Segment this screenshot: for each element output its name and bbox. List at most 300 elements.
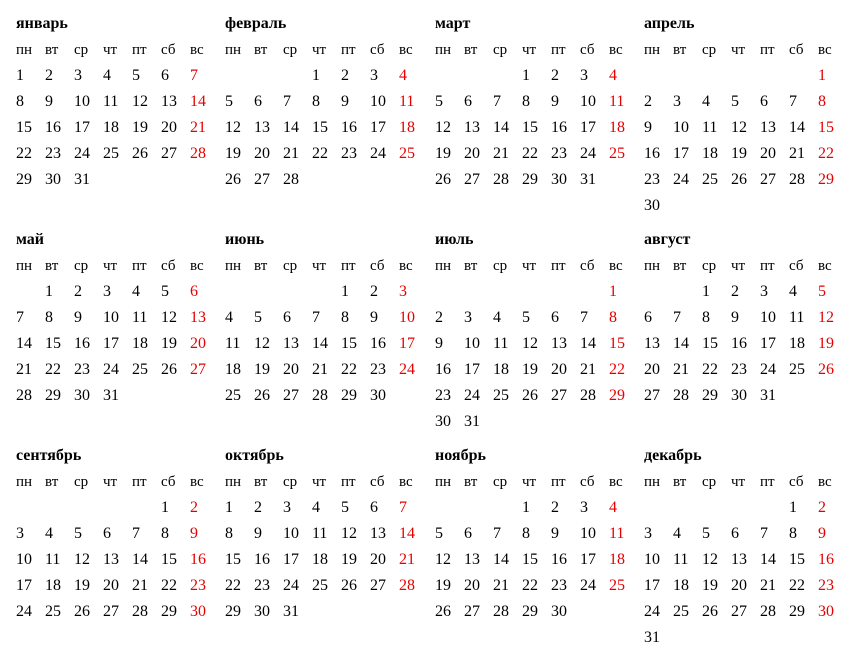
day-cell: 28 [312,387,328,404]
day-cell: 4 [673,525,681,542]
day-cell: 6 [464,93,472,110]
day-cell-sunday: 28 [399,577,415,594]
day-cell: 14 [16,335,32,352]
day-cell: 3 [16,525,24,542]
day-cell: 8 [312,93,320,110]
day-cell-sunday: 8 [609,309,617,326]
day-cell-sunday: 18 [609,119,625,136]
day-cell: 6 [103,525,111,542]
day-cell: 26 [702,603,718,620]
day-cell-sunday: 13 [190,309,206,326]
day-cell: 19 [74,577,90,594]
day-cell: 31 [74,171,90,188]
day-cell: 7 [789,93,797,110]
day-cell: 24 [580,145,596,162]
day-cell-sunday: 30 [818,603,834,620]
day-cell: 10 [464,335,480,352]
day-cell: 14 [760,551,776,568]
day-cell: 29 [225,603,241,620]
day-cell: 2 [370,283,378,300]
day-cell: 9 [551,93,559,110]
day-cell: 18 [493,361,509,378]
day-cell: 22 [702,361,718,378]
day-cell: 1 [702,283,710,300]
day-cell: 14 [283,119,299,136]
weekday-header: вс [609,42,623,58]
day-cell: 24 [673,171,689,188]
day-cell: 5 [435,93,443,110]
weekday-header: чт [522,42,537,58]
month-name: март [435,15,471,32]
day-cell: 26 [225,171,241,188]
day-cell: 26 [254,387,270,404]
weekday-header: пт [341,42,356,58]
day-cell: 20 [644,361,660,378]
day-cell: 20 [731,577,747,594]
month-name: май [16,231,45,248]
day-cell-sunday: 9 [818,525,826,542]
day-cell: 5 [435,525,443,542]
weekday-header: пт [132,42,147,58]
day-cell: 14 [789,119,805,136]
day-cell: 16 [731,335,747,352]
day-cell: 10 [673,119,689,136]
day-cell: 28 [493,171,509,188]
day-cell: 19 [161,335,177,352]
weekday-header: сб [161,474,176,490]
weekday-header: вт [45,258,59,274]
day-cell: 14 [580,335,596,352]
day-cell: 17 [74,119,90,136]
day-cell-sunday: 19 [818,335,834,352]
day-cell: 20 [464,577,480,594]
weekday-header: пн [225,258,242,274]
day-cell: 8 [16,93,24,110]
weekday-header: вс [399,474,413,490]
weekday-header: пт [760,42,775,58]
day-cell: 4 [312,499,320,516]
day-cell: 10 [16,551,32,568]
day-cell: 25 [45,603,61,620]
weekday-header: ср [74,474,89,490]
day-cell-sunday: 2 [190,499,198,516]
month-name: январь [16,15,68,32]
day-cell: 17 [580,551,596,568]
day-cell: 18 [702,145,718,162]
day-cell: 2 [551,499,559,516]
weekday-header: пт [132,258,147,274]
day-cell: 27 [731,603,747,620]
day-cell: 11 [225,335,241,352]
day-cell: 18 [132,335,148,352]
weekday-header: пн [16,474,33,490]
day-cell: 31 [580,171,596,188]
weekday-header: ср [702,258,717,274]
day-cell: 27 [760,171,776,188]
day-cell: 15 [789,551,805,568]
day-cell-sunday: 29 [609,387,625,404]
day-cell: 23 [731,361,747,378]
day-cell: 1 [16,67,24,84]
day-cell-sunday: 6 [190,283,198,300]
day-cell: 12 [435,119,451,136]
day-cell: 24 [283,577,299,594]
day-cell: 11 [103,93,119,110]
day-cell: 2 [551,67,559,84]
weekday-header: вт [254,258,268,274]
day-cell: 26 [132,145,148,162]
weekday-header: пн [644,42,661,58]
weekday-header: вт [673,258,687,274]
weekday-header: сб [370,42,385,58]
month-name: ноябрь [435,447,486,464]
day-cell: 9 [341,93,349,110]
day-cell: 23 [551,577,567,594]
day-cell-sunday: 11 [399,93,415,110]
weekday-header: вт [45,474,59,490]
day-cell: 10 [644,551,660,568]
day-cell: 17 [16,577,32,594]
day-cell: 28 [493,603,509,620]
day-cell: 22 [16,145,32,162]
day-cell: 20 [464,145,480,162]
day-cell: 14 [132,551,148,568]
day-cell: 22 [522,145,538,162]
day-cell: 6 [551,309,559,326]
day-cell: 12 [435,551,451,568]
weekday-header: пт [760,474,775,490]
weekday-header: пт [341,258,356,274]
day-cell: 19 [702,577,718,594]
day-cell: 10 [103,309,119,326]
day-cell: 16 [254,551,270,568]
day-cell: 1 [161,499,169,516]
day-cell: 13 [464,551,480,568]
day-cell: 2 [45,67,53,84]
weekday-header: вт [45,42,59,58]
weekday-header: чт [103,258,118,274]
day-cell: 11 [673,551,689,568]
day-cell: 15 [16,119,32,136]
day-cell: 22 [312,145,328,162]
day-cell: 8 [341,309,349,326]
day-cell: 19 [731,145,747,162]
day-cell: 19 [254,361,270,378]
day-cell: 28 [789,171,805,188]
day-cell: 29 [702,387,718,404]
month-name: июль [435,231,474,248]
day-cell: 15 [522,551,538,568]
weekday-header: сб [161,258,176,274]
weekday-header: вс [399,258,413,274]
day-cell: 13 [283,335,299,352]
day-cell: 31 [760,387,776,404]
day-cell: 15 [45,335,61,352]
day-cell: 17 [370,119,386,136]
day-cell: 5 [254,309,262,326]
day-cell: 20 [370,551,386,568]
day-cell: 26 [161,361,177,378]
day-cell: 19 [435,145,451,162]
day-cell: 13 [760,119,776,136]
day-cell-sunday: 25 [609,577,625,594]
day-cell: 4 [103,67,111,84]
day-cell-sunday: 7 [190,67,198,84]
day-cell: 15 [225,551,241,568]
day-cell: 11 [789,309,805,326]
weekday-header: пн [644,258,661,274]
weekday-header: чт [522,474,537,490]
weekday-header: вс [818,474,832,490]
day-cell: 25 [673,603,689,620]
day-cell: 6 [161,67,169,84]
day-cell: 13 [731,551,747,568]
weekday-header: сб [580,42,595,58]
day-cell: 12 [74,551,90,568]
day-cell: 20 [551,361,567,378]
day-cell-sunday: 14 [190,93,206,110]
day-cell: 9 [551,525,559,542]
day-cell: 23 [74,361,90,378]
day-cell: 16 [74,335,90,352]
day-cell: 3 [464,309,472,326]
day-cell: 14 [673,335,689,352]
day-cell: 22 [341,361,357,378]
day-cell: 21 [312,361,328,378]
day-cell: 16 [644,145,660,162]
day-cell: 30 [551,171,567,188]
weekday-header: вс [190,474,204,490]
day-cell: 22 [789,577,805,594]
day-cell: 11 [702,119,718,136]
day-cell: 21 [493,577,509,594]
day-cell-sunday: 7 [399,499,407,516]
day-cell: 28 [16,387,32,404]
day-cell: 18 [789,335,805,352]
day-cell: 9 [45,93,53,110]
day-cell: 30 [551,603,567,620]
day-cell: 17 [760,335,776,352]
day-cell: 25 [493,387,509,404]
day-cell: 5 [522,309,530,326]
day-cell: 6 [760,93,768,110]
day-cell: 4 [789,283,797,300]
day-cell: 10 [283,525,299,542]
weekday-header: сб [370,258,385,274]
day-cell: 16 [370,335,386,352]
day-cell: 3 [370,67,378,84]
day-cell: 27 [103,603,119,620]
day-cell: 1 [789,499,797,516]
day-cell: 12 [254,335,270,352]
day-cell: 15 [522,119,538,136]
day-cell: 23 [435,387,451,404]
weekday-header: ср [283,42,298,58]
day-cell: 26 [435,171,451,188]
day-cell: 5 [161,283,169,300]
weekday-header: вс [609,474,623,490]
month-name: апрель [644,15,695,32]
weekday-header: ср [283,258,298,274]
month-name: декабрь [644,447,702,464]
day-cell: 5 [731,93,739,110]
day-cell: 23 [45,145,61,162]
day-cell: 30 [254,603,270,620]
weekday-header: вт [464,474,478,490]
day-cell: 3 [760,283,768,300]
day-cell: 1 [522,499,530,516]
day-cell-sunday: 25 [399,145,415,162]
weekday-header: чт [103,474,118,490]
day-cell: 19 [435,577,451,594]
day-cell-sunday: 5 [818,283,826,300]
weekday-header: ср [283,474,298,490]
day-cell-sunday: 14 [399,525,415,542]
weekday-header: ср [702,42,717,58]
day-cell: 21 [580,361,596,378]
day-cell: 15 [161,551,177,568]
weekday-header: вт [254,42,268,58]
day-cell: 2 [435,309,443,326]
day-cell: 30 [731,387,747,404]
day-cell: 15 [702,335,718,352]
day-cell-sunday: 11 [609,93,625,110]
day-cell: 12 [161,309,177,326]
day-cell: 29 [45,387,61,404]
day-cell-sunday: 1 [818,67,826,84]
day-cell: 5 [132,67,140,84]
day-cell: 12 [702,551,718,568]
day-cell: 29 [522,603,538,620]
day-cell: 5 [702,525,710,542]
day-cell: 25 [789,361,805,378]
day-cell: 30 [370,387,386,404]
day-cell: 26 [74,603,90,620]
day-cell: 20 [283,361,299,378]
day-cell: 9 [254,525,262,542]
day-cell: 6 [254,93,262,110]
day-cell: 5 [74,525,82,542]
day-cell: 8 [789,525,797,542]
day-cell: 19 [225,145,241,162]
weekday-header: чт [731,474,746,490]
day-cell: 27 [370,577,386,594]
day-cell: 3 [644,525,652,542]
day-cell: 3 [74,67,82,84]
day-cell: 28 [673,387,689,404]
day-cell: 16 [45,119,61,136]
day-cell: 1 [341,283,349,300]
day-cell: 20 [254,145,270,162]
day-cell: 23 [370,361,386,378]
day-cell: 15 [312,119,328,136]
day-cell-sunday: 18 [399,119,415,136]
day-cell: 18 [312,551,328,568]
day-cell-sunday: 3 [399,283,407,300]
weekday-header: ср [74,42,89,58]
day-cell-sunday: 18 [609,551,625,568]
weekday-header: чт [522,258,537,274]
day-cell: 24 [74,145,90,162]
day-cell: 29 [522,171,538,188]
day-cell: 22 [161,577,177,594]
day-cell: 13 [551,335,567,352]
day-cell: 30 [644,197,660,214]
day-cell: 17 [283,551,299,568]
day-cell: 29 [789,603,805,620]
day-cell: 10 [370,93,386,110]
day-cell: 7 [673,309,681,326]
day-cell: 18 [225,361,241,378]
month-name: февраль [225,15,287,32]
month-name: сентябрь [16,447,82,464]
day-cell: 3 [580,67,588,84]
day-cell: 23 [254,577,270,594]
day-cell: 28 [760,603,776,620]
day-cell: 12 [731,119,747,136]
day-cell-sunday: 16 [818,551,834,568]
day-cell: 12 [522,335,538,352]
day-cell: 24 [103,361,119,378]
weekday-header: вс [818,258,832,274]
weekday-header: ср [702,474,717,490]
day-cell-sunday: 9 [190,525,198,542]
day-cell: 19 [132,119,148,136]
day-cell: 24 [16,603,32,620]
day-cell-sunday: 20 [190,335,206,352]
day-cell: 31 [103,387,119,404]
day-cell: 6 [731,525,739,542]
day-cell: 4 [493,309,501,326]
day-cell: 21 [283,145,299,162]
day-cell: 17 [103,335,119,352]
day-cell: 17 [464,361,480,378]
day-cell-sunday: 15 [818,119,834,136]
weekday-header: чт [103,42,118,58]
day-cell: 2 [644,93,652,110]
day-cell: 14 [493,551,509,568]
day-cell: 4 [45,525,53,542]
day-cell: 3 [103,283,111,300]
day-cell: 13 [370,525,386,542]
weekday-header: пт [341,474,356,490]
day-cell: 1 [45,283,53,300]
day-cell-sunday: 28 [190,145,206,162]
weekday-header: пн [225,474,242,490]
day-cell: 7 [16,309,24,326]
day-cell-sunday: 15 [609,335,625,352]
day-cell: 17 [580,119,596,136]
day-cell: 27 [464,603,480,620]
day-cell: 1 [225,499,233,516]
day-cell: 18 [673,577,689,594]
day-cell: 12 [225,119,241,136]
weekday-header: чт [312,474,327,490]
day-cell: 18 [103,119,119,136]
day-cell-sunday: 23 [818,577,834,594]
day-cell: 21 [132,577,148,594]
day-cell: 24 [580,577,596,594]
day-cell: 2 [341,67,349,84]
weekday-header: пт [551,474,566,490]
day-cell: 13 [103,551,119,568]
day-cell: 7 [760,525,768,542]
day-cell: 14 [312,335,328,352]
day-cell: 11 [132,309,148,326]
day-cell: 20 [760,145,776,162]
day-cell: 31 [283,603,299,620]
day-cell-sunday: 2 [818,499,826,516]
